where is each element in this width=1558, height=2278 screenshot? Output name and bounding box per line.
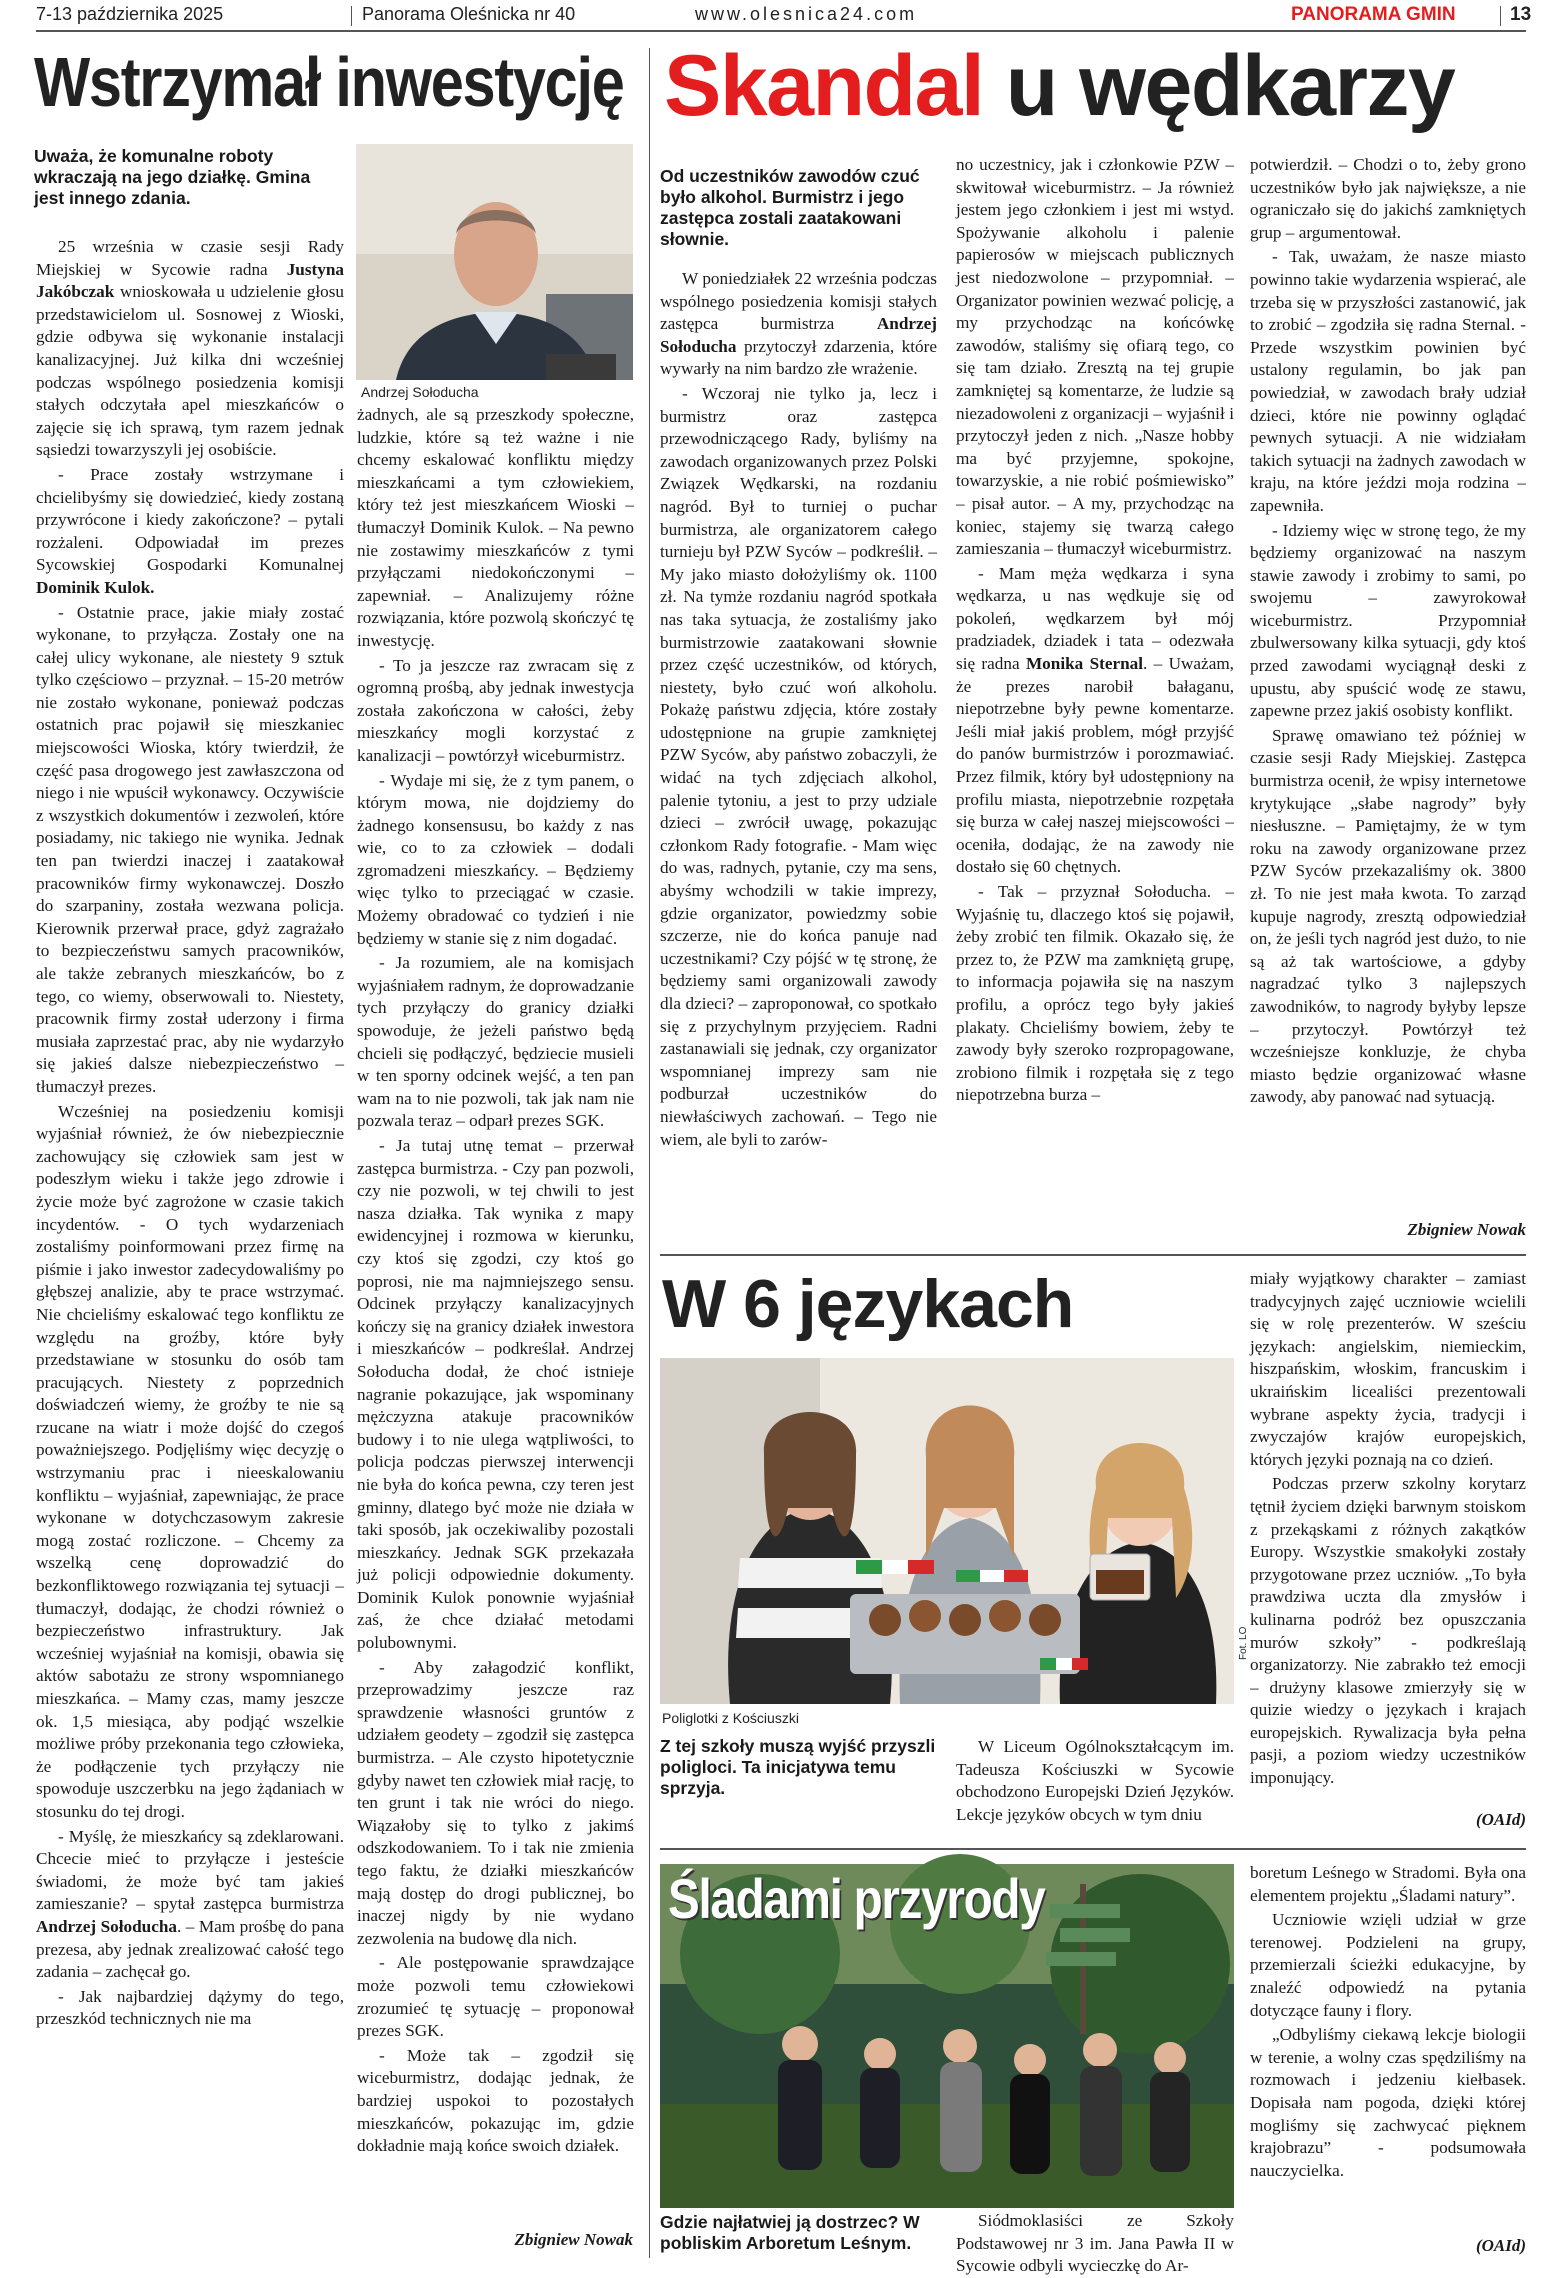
paragraph: - Ja rozumiem, ale na komisjach wyjaśniałem radnym, że doprowadzanie tych przyłączy do granicy działki spowoduje, że jeżeli państwo będą chcieli się podłączyć, będziecie musieli w ten sporny odcinek wejść, a ten pan wam na to nie pozwoli, tak jak nam nie pozwala teraz – odparł prezes SGK. <box>357 953 634 1131</box>
article-lead <box>660 2212 940 2254</box>
signature: (OAId) <box>1475 2236 1526 2255</box>
paragraph: boretum Leśnego w Stradomi. Była ona elementem projektu „Śladami natury”. <box>1250 1863 1526 1905</box>
website-link[interactable]: www.olesnica24.com <box>695 4 918 24</box>
title-rest: u wędkarzy <box>983 38 1455 134</box>
lead-text: Uważa, że komunalne roboty wkraczają na jego działkę. Gmina jest innego zdania. <box>34 146 311 208</box>
paragraph: - Ja tutaj utnę temat – przerwał zastępca burmistrza. - Czy pan pozwoli, czy nie pozwoli, w tej chwili to jest nasza działka. Tak wynika z mapy ewidencyjnej i rozmowa w kierunku, czy ktoś się zgodzi, czy ktoś go poprosi, nie ma najmniejszego sensu. Odcinek przyłączy kanalizacyjnych kończy się na granicy działek inwestora i mieszkańców – podkreślał. Andrzej Sołoducha dodał, że choć istnieje nagranie pokazujące, jak wspominany mężczyzna atakuje pracowników budowy i to nie ulega wątpliwości, to policja podczas pierwszej interwencji nie była do końca pewna, czy teren jest gminny, dlatego być może nie działa w taki sposób, jak oczekiwaliby pozostali mieszkańcy. Jednak SGK przekazała już policji odpowiednie dokumenty. Dominik Kulok ponownie wyjaśniał zaś, że chce działać metodami polubownymi. <box>357 1136 634 1653</box>
text: - Myślę, że mieszkańcy są zdeklarowani. Chcecie mieć to przyłącze i jesteście świadomi, że może być tam jakieś zamieszanie? – spytał zastępca burmistrza <box>36 1826 344 1914</box>
article-column-3 <box>660 268 937 1248</box>
photo-andrzej-soloducha <box>356 144 633 380</box>
text: W poniedziałek 22 września podczas wspólnego posiedzenia komisji stałych zastępca burmistrza <box>660 269 937 334</box>
paragraph: - Idziemy więc w stronę tego, że my będziemy organizować na naszym stawie zawody i zrobimy to sami, po swojemu – zawyrokował wiceburmistrz. Przypomniał zbulwersowany kilka sytuacji, gdy ktoś przed zawodami wyciągnął deski z upustu, aby spuścić wodę ze stawu, zapewne przez jakiś osobisty konflikt. <box>1250 520 1526 721</box>
header-rule <box>36 30 1526 32</box>
article-title-languages: W 6 językach <box>662 1266 1074 1342</box>
title-highlight: Skandal <box>664 38 984 134</box>
paragraph: - Wydaje mi się, że z tym panem, o którym mowa, nie dojdziemy do żadnego konsensusu, bo każdy z nas wie, co to za człowiek – dodali zgromadzeni mieszkańcy. – Będziemy więc tylko to przeciągać w czasie. Możemy obradować co tydzień i nie będziemy w stanie się z nim dogadać. <box>357 770 634 948</box>
text: - Mam męża wędkarza i syna wędkarza, u nas wędkuje się od pokoleń, wędkarzem był mój pradziadek, dziadek i tata – odezwała się radna <box>956 563 1234 674</box>
issue-date: 7-13 października 2025 <box>36 4 224 24</box>
paragraph: - Wczoraj nie tylko ja, lecz i burmistrz oraz zastępca przewodniczącego Rady, byliśmy na zawodach organizowanych przez Polski Związek Wędkarski, na rozdaniu nagród. Był to turniej o puchar burmistrza, ale organizatorem całego turnieju był PZW Syców – podkreślił. – My jako miasto dołożyliśmy ok. 1100 zł. Na tymże rozdaniu nagród spotkała nas taka sytuacja, że zostaliśmy jako burmistrzowie zaatakowani słownie przez część uczestników, od których, niestety, było czuć woń alkoholu. Pokażę państwu zdjęcia, które zostały udostępnione na grupie zamkniętej PZW Syców, aby państwo zobaczyli, że widać na tych zdjęciach alkohol, palenie tytoniu, a jest to przy udziale dzieci – zwrócił uwagę, pokazując członkom Rady fotografie. - Mam więc do was, radnych, pytanie, czy ma sens, abyśmy wchodzili w takie imprezy, gdzie organizator, powiedzmy sobie szczerze, nie do końca panuje nad uczestnikami? Czy pójść w tę stronę, że będziemy sami organizowali zawody dla dzieci? – zaproponował, co spotkało się z przychylnym przyjęciem. Radni zastanawiali się jednak, czy organizator wspomnianej imprezy sam nie podburzał uczestników do niewłaściwych zachowań. – Tego nie wiem, ale byli to zarów- <box>660 383 937 1149</box>
article-column-8 <box>956 2210 1234 2276</box>
photo-caption: Poliglotki z Kościuszki <box>662 1710 799 1726</box>
signature: (OAId) <box>1475 1810 1526 1829</box>
article-column-9 <box>1250 1862 1526 2232</box>
person-name: Monika Sternal <box>1025 654 1144 674</box>
article-title-investment: Wstrzymał inwestycję <box>34 43 624 121</box>
paragraph: „Odbyliśmy ciekawą lekcje biologii w terenie, a wolny czas spędziliśmy na rozmowach i jedzeniu kiełbasek. Dopisała nam pogoda, dzięki której mogliśmy się zachwycać pięknem krajobrazu” - podsumowała nauczycielka. <box>1250 2025 1526 2180</box>
paragraph: no uczestnicy, jak i członkowie PZW – skwitował wiceburmistrz. – Ja również jestem jego członkiem i jest mi wstyd. Spożywanie alkoholu i palenie papierosów w miejscach publicznych jest niedozwolone – przypomniał. – Organizator powinien wezwać policję, a my przychodząc na końcówkę zawodów, staliśmy się ofiarą tego, co się tam działo. Zresztą na tej grupie zamkniętej są komentarze, że ludzie są niezadowoleni z organizacji – wyjaśnił i przytoczył jeden z nich. „Nasze hobby ma być przyjemne, spokojne, towarzyskie, a nie robić pośmiewisko” – pisał autor. – A my, przychodząc na koniec, stajemy się twarzą całego zamieszania – tłumaczył wiceburmistrz. <box>956 155 1234 559</box>
header-divider <box>351 6 352 26</box>
paragraph: - Aby załagodzić konflikt, przeprowadzimy jeszcze raz sprawdzenie własności gruntów z udziałem geodety – zgodził się zastępca burmistrza. – Ale czysto hipotetycznie gdyby nawet ten człowiek miał rację, to ten grunt i tak nie wróci do niego. Wiązałoby się to tylko z jakimś odszkodowaniem. To i tak nie zmienia tego faktu, że działki mieszkańców mają dostęp do drogi publicznej, bo inaczej nigdy by nie wydano zezwolenia na budowę dla nich. <box>357 1657 634 1948</box>
signature: Zbigniew Nowak <box>514 2230 633 2249</box>
paragraph: Podczas przerw szkolny korytarz tętnił życiem dzięki barwnym stoiskom z przekąskami z różnych zakątków Europy. Wszystkie smakołyki zostały przygotowane przez uczniów. „To była prawdziwa uczta dla zmysłów i kulinarna podróż bez opuszczania murów szkoły” - podkreślają organizatorzy. Nie zabrakło też emocji – drużyny klasowe zmierzyły się w quizie wiedzy o językach i krajach europejskich. Rywalizacja była pełna pasji, a poziom wiedzy uczestników imponujący. <box>1250 1474 1526 1788</box>
paragraph: żadnych, ale są przeszkody społeczne, ludzkie, które są też ważne i nie chcemy eskalować konfliktu między mieszkańcami a tym człowiekiem, który też jest mieszkańcem Wioski – tłumaczył Dominik Kulok. – Na pewno nie zostawimy mieszkańców z tymi przyłączami niedokończonymi – zapewniał. – Analizujemy różne rozwiązania, które pozwolą skończyć tę inwestycję. <box>357 405 634 650</box>
text: - Prace zostały wstrzymane i chcielibyśmy się dowiedzieć, kiedy zostaną przywrócone i kiedy zakończone? – pytali rozżaleni. Odpowiadał im prezes Sycowskiej Gospodarki Komunalnej <box>36 464 344 575</box>
paragraph: miały wyjątkowy charakter – zamiast tradycyjnych zajęć uczniowie wcielili się w rolę prezenterów. W sześciu językach: angielskim, niemieckim, hiszpańskim, włoskim, francuskim i ukraińskim licealiści prezentowali wybrane aspekty życia, tradycji i zwyczajów krajów europejskich, których języki poznają na co dzień. <box>1250 1269 1526 1469</box>
lead-text: Od uczestników zawodów czuć było alkohol. Burmistrz i jego zastępca zostali zaatakowani słownie. <box>660 166 920 249</box>
photo-caption: Andrzej Sołoducha <box>361 384 479 400</box>
person-name: Andrzej Sołoducha <box>36 1916 178 1936</box>
column-divider <box>649 48 650 2258</box>
article-column-2 <box>357 404 634 2214</box>
paragraph: - Tak, uważam, że nasze miasto powinno takie wydarzenia wspierać, ale trzeba się w przyszłości zastanowić, jak to zrobić – zgodziła się radna Sternal. - Przede wszystkim powinien być ustalony regulamin, bo jak pan powiedział, w zawodach brały udział dzieci, które nie powinny oglądać pewnych sytuacji. A nie widziałam takich sytuacji na żadnych zawodach w kraju, na które jeździ moja rodzina – zapewniła. <box>1250 247 1526 515</box>
person-name: Dominik Kulok. <box>36 577 155 597</box>
article-column-7 <box>1250 1268 1526 1798</box>
article-title-anglers <box>664 38 1454 134</box>
text: przytoczył zdarzenia, które wywarły na nim bardzo złe wrażenie. <box>660 336 937 379</box>
paragraph: Sprawę omawiano też później w czasie sesji Rady Miejskiej. Zastępca burmistrza ocenił, że wpisy internetowe krytykujące „słabe nagrody” były niesłuszne. – Pamiętajmy, że w tym roku na zawody organizowane przez PZW Syców przekazaliśmy ok. 3800 zł. To nie jest mała kwota. To zarząd kupuje nagrody, zresztą odpowiedział on, że jeśli tych nagród jest dużo, to nie są aż tak wartościowe, a gdyby nagradzać tylko 3 najlepszych zawodników, to nagrody byłyby lepsze – przytoczył. Powtórzył też wcześniejsze konkluzje, że chyba miasto będzie organizować własne zawody, aby panować nad sytuacją. <box>1250 725 1526 1107</box>
article-lead <box>660 166 937 250</box>
paragraph: Uczniowie wzięli udział w grze terenowej. Podzieleni na grupy, przemierzali ścieżki edukacyjne, by znaleźć odpowiedź na pytania dotyczące fauny i flory. <box>1250 1910 1526 2020</box>
issue-number: Panorama Oleśnicka nr 40 <box>362 4 576 24</box>
text: wnioskowała u udzielenie głosu przedstawicielom ul. Sosnowej z Wioski, gdzie odbywa się wykonanie instalacji kanalizacyjnej. Już kilka dni wcześniej podczas wspólnego posiedzenia komisji stałych odczytała apel mieszkańców o zajęcie się ich sprawą, tym razem jednak sąsiedzi towarzyszyli jej osobiście. <box>36 282 344 460</box>
text: . – Mam prośbę do pana prezesa, aby jednak zrealizować całość tego zadania – zachęcał go. <box>36 1916 344 1982</box>
section-rule <box>660 1848 1526 1850</box>
person-name: Justyna Jakóbczak <box>36 259 344 302</box>
lead-text: Z tej szkoły muszą wyjść przyszli poligloci. Ta inicjatywa temu sprzyja. <box>660 1736 936 1798</box>
lead-text: Gdzie najłatwiej ją dostrzec? W pobliskim Arboretum Leśnym. <box>660 2212 920 2253</box>
signature: Zbigniew Nowak <box>1407 1220 1526 1239</box>
paragraph: - Ostatnie prace, jakie miały zostać wykonane, to przyłącza. Zostały one na całej ulicy wykonane, ale niestety 9 sztuk tylko częściowo – przyznał. – 15-20 metrów nie zostało wykonane, ponieważ podczas ostatnich prac pojawił się mieszkaniec miejscowości Wioska, który twierdził, że część pasa drogowego jest zawłaszczona od niego i nie wpuścił wykonawcy. Oczywiście z wszystkich dokumentów i zezwoleń, które posiadamy, nic takiego nie wynika. Jednak ten pan twierdzi inaczej i zaatakował pracowników firmy wykonawczej. Doszło do szarpaniny, została wezwana policja. Kierownik przerwał prace, gdyż zagrażało to bezpieczeństwu samych pracowników, ale także zebranych mieszkańców, bo z tego, co wiemy, obserwowali to. Niestety, pracownik firmy został uderzony i firma musiała zaprzestać prac, aby nie wydarzyło się jakieś dalsze niebezpieczeństwo – tłumaczył prezes. <box>36 602 344 1096</box>
header-divider <box>1500 6 1501 26</box>
article-title-nature: Śladami przyrody <box>668 1867 1045 1930</box>
article-column-4 <box>956 154 1234 1248</box>
photo-credit: Fot. LO <box>1238 1626 1249 1660</box>
section-name: PANORAMA GMIN <box>1291 4 1456 25</box>
page-number: 13 <box>1510 4 1532 25</box>
paragraph: Wcześniej na posiedzeniu komisji wyjaśniał również, że ów niebezpiecznie zachowujący się człowiek sam jest w podeszłym wieku i także jego zdrowie i życie może być zagrożone w czasie takich incydentów. - O tych wydarzeniach zostaliśmy poinformowani przez firmę na piśmie i jako inwestor zadecydowaliśmy po głębszej analizie, aby te prace wstrzymać. Nie chcieliśmy eskalować tego konfliktu ze względu na groźby, które były przedstawiane w stosunku do osób tam pracujących. Niestety z poprzednich doświadczeń wiemy, że groźby te nie są rzucane na wiatr i może dojść do czegoś poważniejszego. Podjęliśmy więc decyzję o wstrzymaniu prac i nieeskalowaniu konfliktu – wyjaśniał, zapewniając, że prace wykonane w dotychczasowym zakresie mogą zostać rozliczone. – Chcemy za wszelką cenę doprowadzić do bezkonfliktowego rozwiązania tej sytuacji – tłumaczył, dodając, że chodzi również o bezpieczeństwo infrastruktury. Jak wcześniej wyjaśniał na komisji, obawia się aktów sabotażu ze strony wspomnianego mieszkańca. – Mamy czas, mamy jeszcze ok. 1,5 miesiąca, aby podjąć wszelkie możliwe próby przekonania tego człowieka, że podłączenie tych przyłączy nie spowoduje uszczerbku na jego żądaniach w stosunku do tej drogi. <box>36 1101 344 1821</box>
paragraph: - Może tak – zgodził się wiceburmistrz, dodając jednak, że bardziej uspokoi to pozostałych mieszkańców, pokazując im, gdzie dokładnie mają końce swoich działek. <box>357 2045 634 2156</box>
section-rule <box>660 1254 1526 1256</box>
paragraph: potwierdził. – Chodzi o to, żeby grono uczestników było jak największe, a nie ograniczało się do jakichś zamkniętych grup – argumentował. <box>1250 155 1526 242</box>
photo-students-with-snacks <box>660 1358 1234 1704</box>
paragraph: W Liceum Ogólnokształcącym im. Tadeusza Kościuszki w Sycowie obchodzono Europejski Dzień Języków. Lekcje języków obcych w tym dniu <box>956 1737 1234 1824</box>
paragraph: - Ale postępowanie sprawdzające może pozwoli temu człowiekowi zrozumieć tę sytuację – proponował prezes SGK. <box>357 1953 634 2041</box>
article-column-6 <box>956 1736 1234 1828</box>
article-column-5 <box>1250 154 1526 1214</box>
text: 25 września w czasie sesji Rady Miejskiej w Sycowie radna <box>36 237 344 279</box>
paragraph: - Jak najbardziej dążymy do tego, przeszkód technicznych nie ma <box>36 1986 344 2029</box>
article-lead <box>660 1736 939 1799</box>
article-lead <box>34 146 343 209</box>
photo-arboretum-trip <box>660 1864 1234 2208</box>
text: . – Uważam, że prezes narobił bałaganu, niepotrzebne były pewne komentarze. Jeśli miał jakiś problem, mógł przyjść do panów burmistrzów i porozmawiać. Przez filmik, który był udostępniony na profilu miasta, niepotrzebnie rozpętała się burza w całej naszej miejscowości – oceniła, dodając, że na zawody nie dostało się 60 chętnych. <box>956 654 1234 877</box>
paragraph: - To ja jeszcze raz zwracam się z ogromną prośbą, aby jednak inwestycja została zakończona w całości, żeby mieszkańcy mogli korzystać z kanalizacji – powtórzył wiceburmistrz. <box>357 655 634 765</box>
person-name: Andrzej Sołoducha <box>660 314 937 356</box>
paragraph: Siódmoklasiści ze Szkoły Podstawowej nr 3 im. Jana Pawła II w Sycowie odbyli wycieczkę do Ar- <box>956 2211 1234 2276</box>
article-column-1 <box>36 236 344 2256</box>
paragraph: - Tak – przyznał Sołoducha. – Wyjaśnię tu, dlaczego ktoś się pojawił, żeby zrobić ten filmik. Okazało się, że przez to, że PZW ma zamkniętą grupę, to informacja pojawiła się na naszym profilu, a oprócz tego były jakieś plakaty. Chcieliśmy bowiem, żeby te zawody były szeroko rozpropagowane, zrobiono filmik i rozpętała się z tego niepotrzebna burza – <box>956 882 1234 1105</box>
